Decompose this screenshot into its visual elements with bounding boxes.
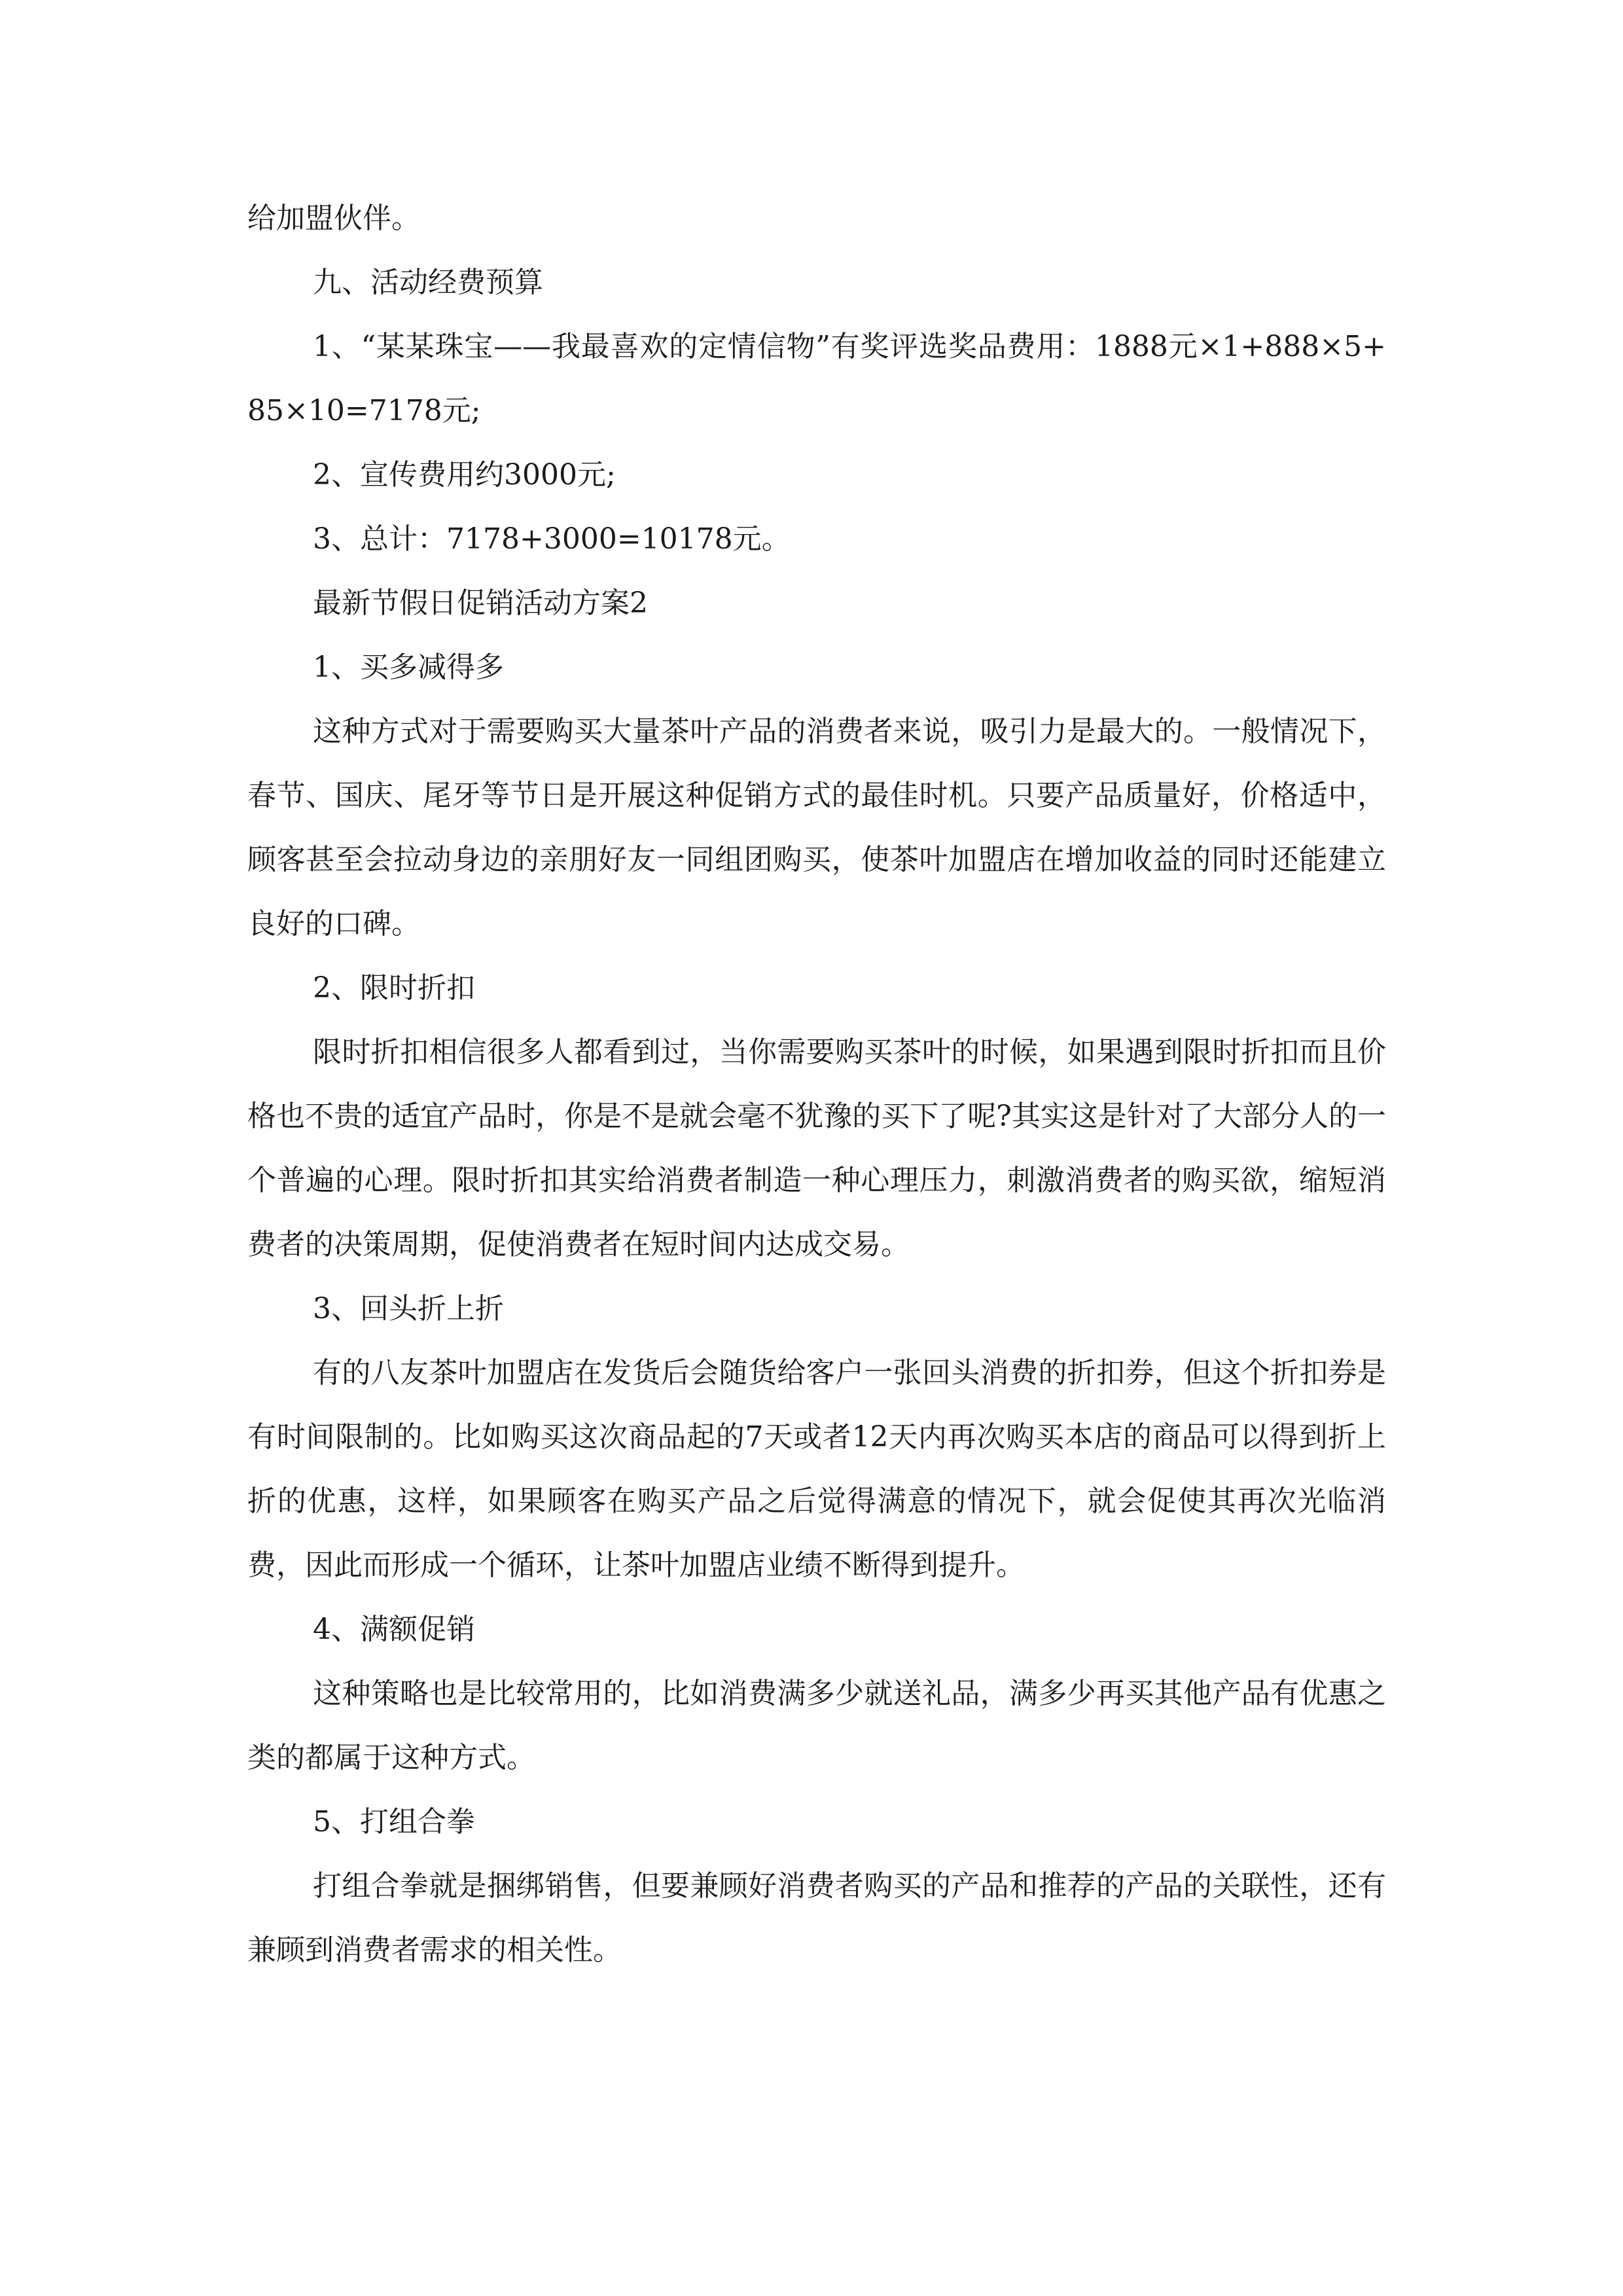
subheading: 4、满额促销 (313, 1613, 475, 1646)
subheading: 1、买多减得多 (313, 651, 504, 684)
paragraph: 有的八友茶叶加盟店在发货后会随货给客户一张回头消费的折扣券，但这个折扣券是有时间限制的。比如购买这次商品起的7天或者12天内再次购买本店的商品可以得到折上折的优惠，这样，如果顾客在购买产品之后觉得满意的情况下，就会促使其再次光临消费，因此而形成一个循环，让茶叶加盟店业绩不断得到提升。 (247, 1356, 1386, 1582)
subheading: 3、回头折上折 (313, 1292, 504, 1325)
paragraph: 这种方式对于需要购买大量茶叶产品的消费者来说，吸引力是最大的。一般情况下，春节、国庆、尾牙等节日是开展这种促销方式的最佳时机。只要产品质量好，价格适中，顾客甚至会拉动身边的亲朋好友一同组团购买，使茶叶加盟店在增加收益的同时还能建立良好的口碑。 (247, 715, 1386, 941)
list-item: 2、宣传费用约3000元; (313, 458, 616, 492)
paragraph: 给加盟伙伴。 (247, 202, 420, 235)
subheading: 2、限时折扣 (313, 971, 475, 1005)
list-item: 1、“某某珠宝——我最喜欢的定情信物”有奖评选奖品费用：1888元×1+888×5+85×10=7178元; (247, 330, 1386, 427)
paragraph: 打组合拳就是捆绑销售，但要兼顾好消费者购买的产品和推荐的产品的关联性，还有兼顾到消费者需求的相关性。 (247, 1869, 1386, 1967)
section-heading: 九、活动经费预算 (313, 266, 543, 299)
paragraph: 限时折扣相信很多人都看到过，当你需要购买茶叶的时候，如果遇到限时折扣而且价格也不贵的适宜产品时，你是不是就会毫不犹豫的买下了呢?其实这是针对了大部分人的一个普遍的心理。限时折扣其实给消费者制造一种心理压力，刺激消费者的购买欲，缩短消费者的决策周期，促使消费者在短时间内达成交易。 (247, 1035, 1386, 1261)
document-body (247, 187, 1386, 1982)
section-title: 最新节假日促销活动方案2 (313, 586, 648, 620)
subheading: 5、打组合拳 (313, 1805, 475, 1839)
paragraph: 这种策略也是比较常用的，比如消费满多少就送礼品，满多少再买其他产品有优惠之类的都属于这种方式。 (247, 1677, 1386, 1774)
list-item: 3、总计：7178+3000=10178元。 (313, 522, 791, 556)
